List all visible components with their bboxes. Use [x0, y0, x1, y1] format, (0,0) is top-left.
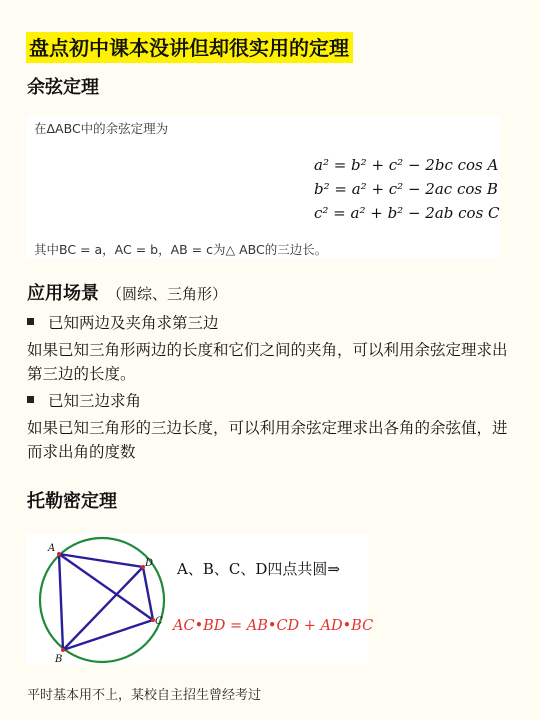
scenario-bullet-2-label: 已知三边求角	[48, 392, 142, 410]
scenario-bullet-1	[27, 312, 219, 334]
ptolemy-statement: A、B、C、D四点共圆⇒	[177, 560, 340, 578]
diagonal-AC	[59, 554, 153, 620]
scenarios-heading	[27, 282, 227, 306]
point-C-label: C	[155, 616, 163, 627]
bullet-square-icon	[27, 396, 34, 403]
footer-note: 平时基本用不上，某校自主招生曾经考过	[27, 688, 262, 703]
scenario-text-2: 如果已知三角形的三边长度，可以利用余弦定理求出各角的余弦值，进而求出角的度数	[27, 419, 508, 461]
ptolemy-figure-box	[26, 534, 374, 664]
cosine-formula-a: a² = b² + c² − 2bc cos A	[314, 156, 499, 174]
scenario-bullet-1-label: 已知两边及夹角求第三边	[48, 314, 219, 332]
cyclic-quadrilateral-diagram	[26, 534, 176, 664]
point-A-dot	[57, 552, 61, 556]
cosine-formula-box	[26, 116, 500, 258]
point-D-label: D	[145, 558, 154, 569]
cosine-formula-b: b² = a² + c² − 2ac cos B	[314, 180, 498, 198]
segment-AD	[59, 554, 143, 567]
point-B-label: B	[55, 654, 63, 664]
scenario-bullet-2	[27, 390, 141, 412]
segment-DC	[143, 567, 153, 620]
segment-BA	[59, 554, 63, 650]
scenarios-heading-text: 应用场景	[27, 283, 99, 304]
scenario-text-1: 如果已知三角形两边的长度和它们之间的夹角，可以利用余弦定理求出第三边的长度。	[27, 341, 508, 383]
point-A-label: A	[48, 543, 56, 554]
scenarios-subheading: （圆综、三角形）	[107, 285, 228, 303]
cosine-intro: 在ΔABC中的余弦定理为	[34, 121, 169, 136]
ptolemy-formula: AC•BD = AB•CD + AD•BC	[173, 618, 374, 634]
point-B-dot	[61, 648, 65, 652]
cosine-note: 其中BC = a，AC = b，AB = c为△ ABC的三边长。	[34, 242, 328, 257]
bullet-square-icon	[27, 318, 34, 325]
cosine-heading: 余弦定理	[27, 77, 99, 98]
ptolemy-heading: 托勒密定理	[27, 491, 117, 512]
cosine-formula-c: c² = a² + b² − 2ab cos C	[314, 204, 500, 222]
page-title: 盘点初中课本没讲但却很实用的定理	[26, 32, 353, 63]
